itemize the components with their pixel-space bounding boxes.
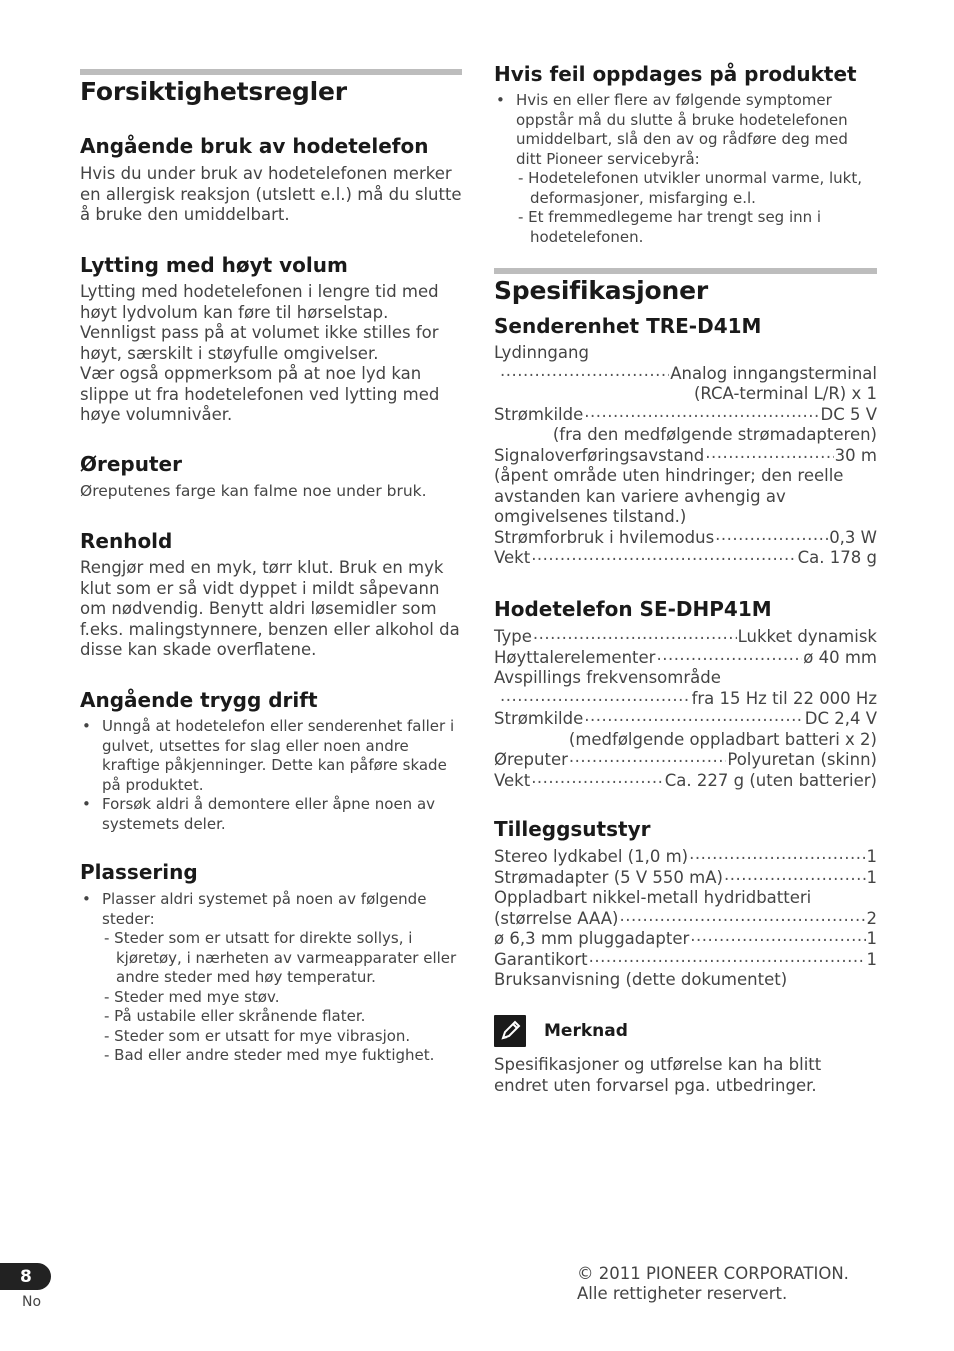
transmitter-specs: Lydinngang ..... Analog inngangsterminal (RCA-terminal L/R) x 1 Strømkilde ..... DC 5 V (fra den medfølgende strømadapteren) Signaloverføringsavstand ..... 30 m (åpent område uten hindringer; den reelle avstanden kan variere avhengig av omgivelsenes tilstand.) Strømforbruk i hvilemodus ..... 0,3 W Vekt ..... Ca. 178 g — [494, 343, 877, 569]
list-item: • Unngå at hodetelefon eller senderenhet faller i gulvet, utsettes for slag eller noen andre kraftige påkjenninger. Dette kan påføre skade på produktet. — [82, 717, 455, 794]
sub-item: - Hodetelefonen utvikler unormal varme, lukt, deformasjoner, misfarging e.l. — [518, 169, 863, 207]
section-heading: Angående trygg drift — [80, 688, 318, 712]
section-body: Vær også oppmerksom på at noe lyd kan slippe ut fra hodetelefonen ved lytting med høye volumnivåer. — [80, 364, 440, 424]
note-heading: Merknad — [544, 1021, 628, 1041]
section-heading: Senderenhet TRE-D41M — [494, 314, 762, 338]
page-title: Forsiktighetsregler — [80, 77, 347, 106]
sub-item: - Steder som er utsatt for mye vibrasjon. — [104, 1026, 411, 1045]
spec-title-rule — [494, 268, 877, 274]
accessories-list: Stereo lydkabel (1,0 m) ..... 1 Strømadapter (5 V 550 mA) ..... 1 Oppladbart nikkel-metall hydridbatteri (størrelse AAA) ..... 2 ø 6,3 mm pluggadapter ..... 1 Garantikort ..... 1 Bruksanvisning (dette dokumentet) — [494, 847, 877, 991]
sub-item: - Steder som er utsatt for direkte sollys, i kjøretøy, i nærheten av varmeapparater eller andre steder med høy temperatur. — [104, 929, 457, 986]
section-heading: Renhold — [80, 529, 173, 553]
section-body: Lytting med hodetelefonen i lengre tid med høyt lydvolum kan føre til hørselstap. Vennligst pass på at volumet ikke stilles for høyt, særskilt i støyfulle omgivelser. — [80, 282, 439, 363]
sub-item: - Et fremmedlegeme har trengt seg inn i hodetelefonen. — [518, 208, 822, 246]
list-item: • Hvis en eller flere av følgende symptomer oppstår må du slutte å bruke hodetelefonen umiddelbart, slå den av og rådføre deg med ditt Pioneer servicebyrå: - Hodetelefonen utvikler unormal varme, lukt, deformasjoner, misfarging e.l. - Et fremmedlegeme har trengt seg inn i hodetelefonen. — [494, 91, 877, 247]
page-number-badge: 8 — [0, 1263, 51, 1290]
bullet-list — [494, 91, 877, 247]
language-code: No — [22, 1294, 42, 1310]
section-heading: Øreputer — [80, 452, 182, 476]
section-heading: Tilleggsutstyr — [494, 817, 651, 841]
copyright-line: Alle rettigheter reservert. — [577, 1284, 788, 1303]
bullet-list — [80, 890, 462, 1066]
sub-item: - Bad eller andre steder med mye fuktighet. — [104, 1046, 435, 1064]
left-title-rule — [80, 69, 462, 75]
sub-item: - Steder med mye støv. — [104, 987, 280, 1006]
section-heading: Hvis feil oppdages på produktet — [494, 62, 857, 86]
headphone-specs: Type ..... Lukket dynamisk Høyttalerelementer ..... ø 40 mm Avspillings frekvensområde ..... fra 15 Hz til 22 000 Hz Strømkilde ..... DC 2,4 V (medfølgende oppladbart batteri x 2) Øreputer ..... Polyuretan (skinn) Vekt ..... Ca. 227 g (uten batterier) — [494, 627, 877, 791]
section-body: Øreputenes farge kan falme noe under bruk. — [80, 482, 427, 500]
note-body: Spesifikasjoner og utførelse kan ha blitt endret uten forvarsel pga. utbedringer. — [494, 1055, 822, 1095]
note-pencil-icon — [494, 1015, 526, 1047]
sub-item: - På ustabile eller skrånende flater. — [104, 1007, 366, 1025]
bullet-list — [80, 717, 462, 834]
section-body: Rengjør med en myk, tørr klut. Bruk en myk klut som er så vidt dyppet i mildt såpevann om nødvendig. Benytt aldri løsemidler som f.eks. malingstynnere, benzen eller alkohol da disse kan skade overflatene. — [80, 558, 460, 659]
section-heading: Plassering — [80, 860, 198, 884]
copyright-line: © 2011 PIONEER CORPORATION. — [577, 1264, 849, 1283]
spec-title: Spesifikasjoner — [494, 276, 708, 305]
list-item: • Forsøk aldri å demontere eller åpne noen av systemets deler. — [82, 795, 436, 833]
section-heading: Angående bruk av hodetelefon — [80, 134, 429, 158]
section-heading: Hodetelefon SE-DHP41M — [494, 597, 772, 621]
section-heading: Lytting med høyt volum — [80, 253, 348, 277]
section-body: Hvis du under bruk av hodetelefonen merker en allergisk reaksjon (utslett e.l.) må du slutte å bruke den umiddelbart. — [80, 164, 462, 224]
list-item: • Plasser aldri systemet på noen av følgende steder: - Steder som er utsatt for direkte sollys, i kjøretøy, i nærheten av varmeapparater eller andre steder med høy temperatur. - Steder med mye støv. - På ustabile eller skrånende flater. - Steder som er utsatt for mye vibrasjon. - Bad eller andre steder med mye fuktighet. — [80, 890, 462, 1066]
